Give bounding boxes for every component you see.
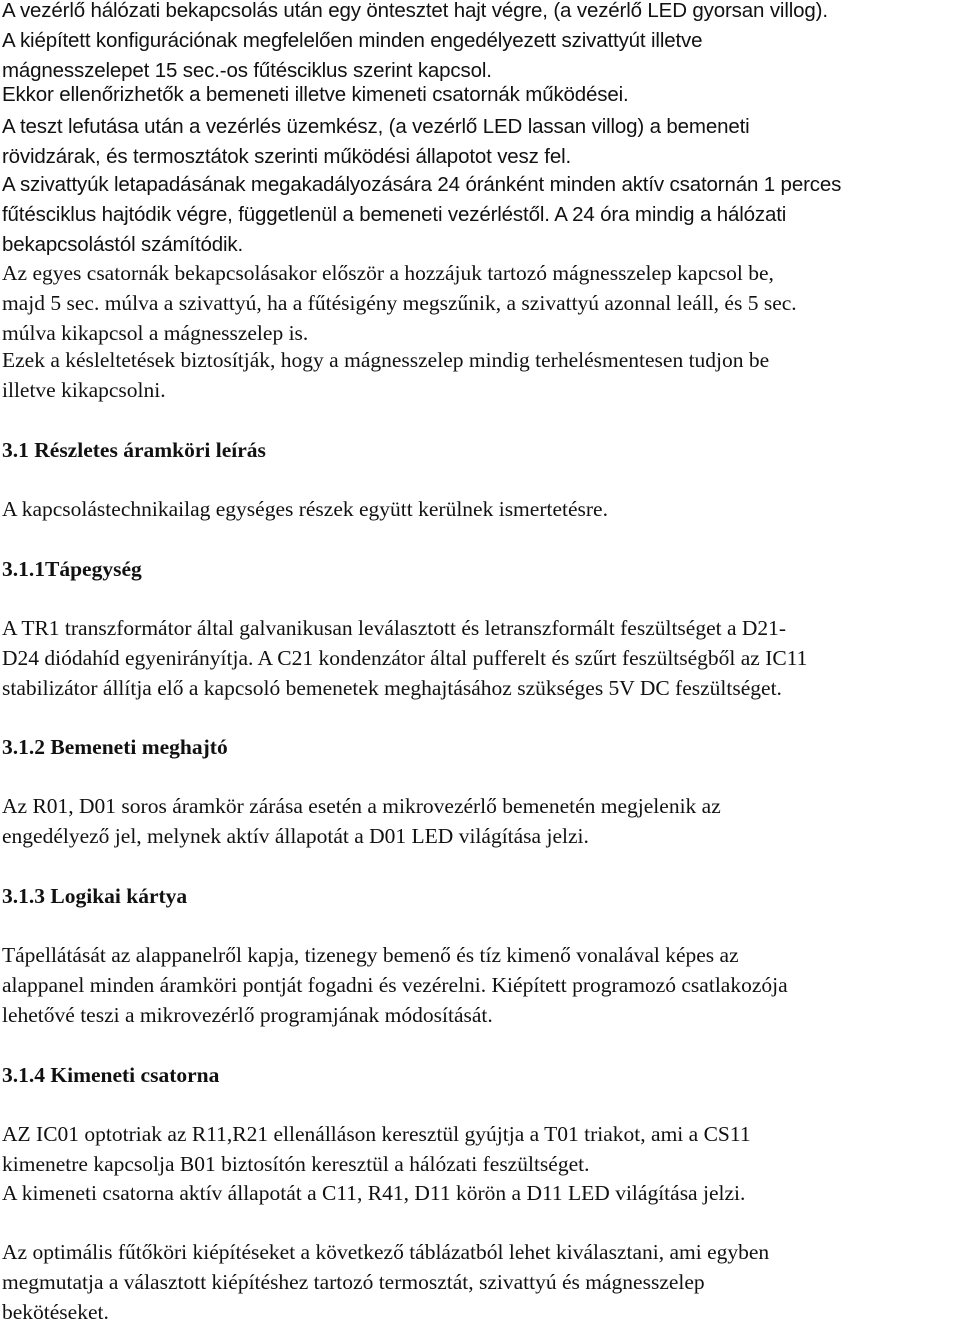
paragraph-ready: A teszt lefutása után a vezérlés üzemkész, (a vezérlő LED lassan villog) a bemeneti rövidzárak, és termosztátok szerinti működési állapotot vesz fel. [2, 115, 750, 168]
paragraph-selftest: A vezérlő hálózati bekapcsolás után egy öntesztet hajt végre, (a vezérlő LED gyorsan villog). A kiépített konfigurációnak megfelelően minden engedélyezett szivattyút illetve mágnesszelepet 15 sec.-os fűtésciklus szerint kapcsol. [2, 0, 828, 82]
paragraph-output-channel: AZ IC01 optotriak az R11,R21 ellenálláson keresztül gyújtja a T01 triakot, ami a CS11 kimenetre kapcsolja B01 biztosítón keresztül a hálózati feszültséget. [2, 1122, 751, 1176]
paragraph-delays: Ezek a késleltetések biztosítják, hogy a mágnesszelep mindig terhelésmentesen tudjon be illetve kikapcsolni. [2, 348, 770, 402]
paragraph-anti-seize: A szivattyúk letapadásának megakadályozására 24 óránként minden aktív csatornán 1 perces fűtésciklus hajtódik végre, függetlenül a bemeneti vezérléstől. A 24 óra mindig a hálózati bekapcsolástól számítódik. [2, 173, 842, 256]
paragraph-output-status: A kimeneti csatorna aktív állapotát a C11, R41, D11 körön a D11 LED világítása jelzi. [2, 1181, 746, 1205]
heading-3-1-2: 3.1.2 Bemeneti meghajtó [2, 735, 228, 759]
paragraph-switch-order: Az egyes csatornák bekapcsolásakor először a hozzájuk tartozó mágnesszelep kapcsol be, majd 5 sec. múlva a szivattyú, ha a fűtésigény megszűnik, a szivattyú azonnal leáll, és 5 sec. múlva kikapcsol a mágnesszelep is. [2, 261, 797, 345]
paragraph-input-driver: Az R01, D01 soros áramkör zárása esetén a mikrovezérlő bemenetén megjelenik az engedélyező jel, melynek aktív állapotát a D01 LED világítása jelzi. [2, 794, 721, 848]
paragraph-logic-card: Tápellátását az alappanelről kapja, tizenegy bemenő és tíz kimenő vonalával képes az alappanel minden áramköri pontját fogadni és vezérelni. Kiépített programozó csatlakozója lehetővé teszi a mikrovezérlő programjának módosítását. [2, 943, 788, 1027]
paragraph-configuration: Az optimális fűtőköri kiépítéseket a következő táblázatból lehet kiválasztani, ami egyben megmutatja a választott kiépítéshez tartozó termosztát, szivattyú és mágnesszelep bekötéseket. [2, 1240, 770, 1324]
heading-3-1: 3.1 Részletes áramköri leírás [2, 438, 266, 462]
heading-3-1-3: 3.1.3 Logikai kártya [2, 884, 188, 908]
heading-3-1-4: 3.1.4 Kimeneti csatorna [2, 1063, 220, 1087]
paragraph-check: Ekkor ellenőrizhetők a bemeneti illetve kimeneti csatornák működései. [2, 83, 629, 106]
paragraph-intro: A kapcsolástechnikailag egységes részek együtt kerülnek ismertetésre. [2, 497, 608, 521]
heading-3-1-1: 3.1.1Tápegység [2, 557, 142, 581]
paragraph-power-supply: A TR1 transzformátor által galvanikusan leválasztott és letranszformált feszültséget a D21- D24 diódahíd egyenirányítja. A C21 kondenzátor által pufferelt és szűrt feszültségből az IC11 stabilizátor állítja elő a kapcsoló bemenetek meghajtásához szükséges 5V DC feszültséget. [2, 616, 808, 700]
